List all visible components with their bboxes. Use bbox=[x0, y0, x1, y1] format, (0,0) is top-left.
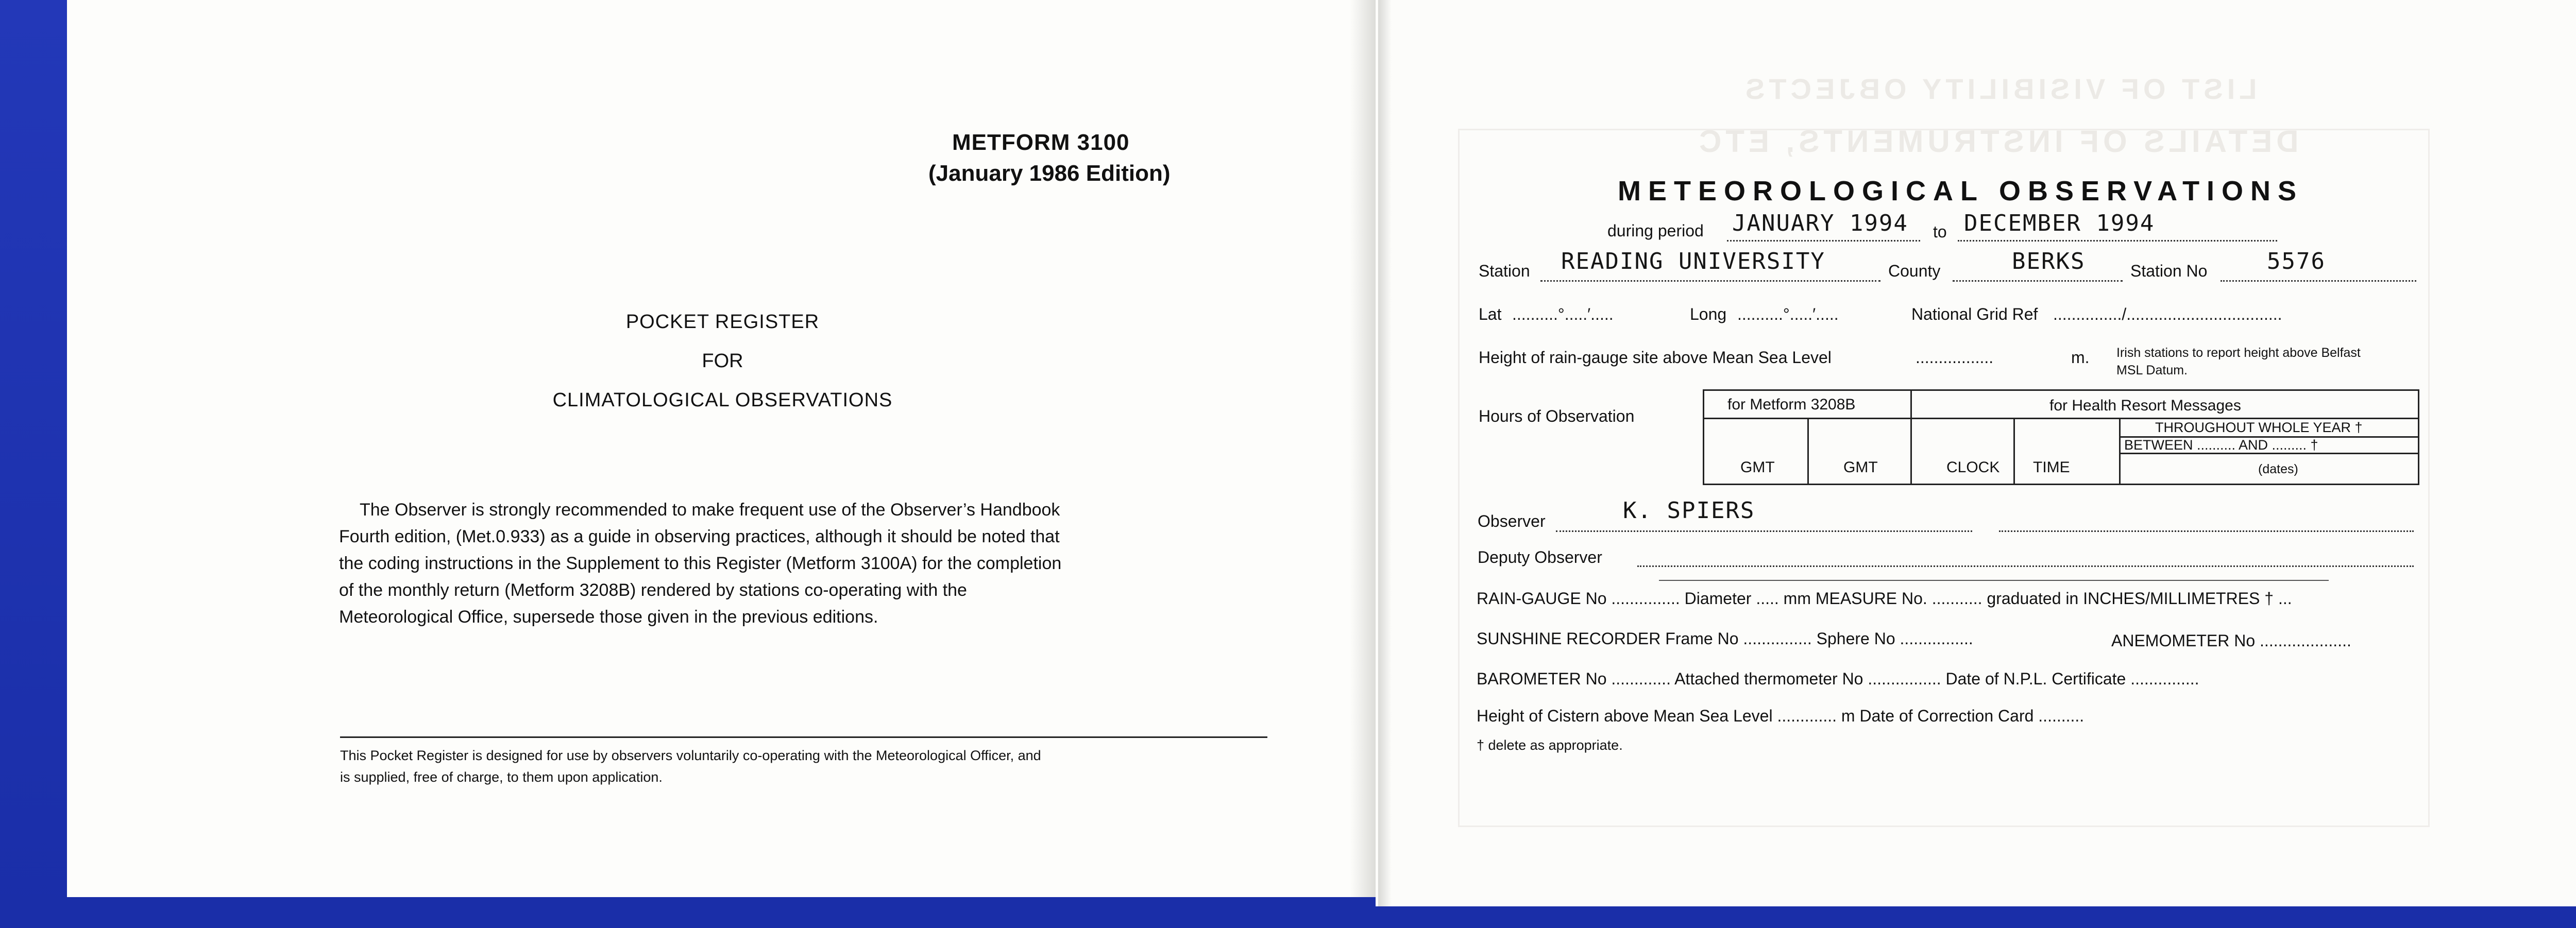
height-label: Height of rain-gauge site above Mean Sea Level bbox=[1479, 348, 1832, 367]
gmt-label: GMT bbox=[1843, 459, 1878, 476]
period-to-value: DECEMBER 1994 bbox=[1964, 210, 2155, 236]
period-to-label: to bbox=[1933, 222, 1947, 241]
county-value: BERKS bbox=[2012, 248, 2086, 274]
period-from-value: JANUARY 1994 bbox=[1732, 210, 1908, 236]
book-gutter bbox=[1378, 0, 1392, 906]
long-label: Long bbox=[1690, 305, 1727, 323]
delete-note: † delete as appropriate. bbox=[1477, 737, 1623, 753]
throughout-year-label: THROUGHOUT WHOLE YEAR † bbox=[2155, 420, 2363, 435]
station-no-dots bbox=[2221, 280, 2416, 282]
observer-second-dots bbox=[1999, 530, 2414, 532]
period-label: during period bbox=[1607, 221, 1704, 240]
cistern-line: Height of Cistern above Mean Sea Level ............. m Date of Correction Card .......... bbox=[1477, 707, 2084, 725]
clock-label: CLOCK bbox=[1946, 459, 2000, 476]
height-dots: ................. bbox=[1916, 348, 1994, 367]
period-from-dots bbox=[1727, 240, 1920, 242]
county-label: County bbox=[1888, 262, 1941, 280]
lat-dots: ..........°.....′..... bbox=[1512, 305, 1614, 323]
intro-line: of the monthly return (Metform 3208B) rendered by stations co-operating with the bbox=[339, 580, 967, 600]
deputy-observer-dots bbox=[1637, 565, 2414, 567]
time-label: TIME bbox=[2033, 459, 2070, 476]
anemometer-line: ANEMOMETER No .................... bbox=[2111, 631, 2351, 650]
height-unit: m. bbox=[2071, 348, 2090, 367]
hours-table bbox=[1703, 389, 2419, 485]
station-value: READING UNIVERSITY bbox=[1561, 248, 1825, 274]
intro-line: The Observer is strongly recommended to make frequent use of the Observer’s Handbook bbox=[360, 500, 1060, 520]
col-header-metform: for Metform 3208B bbox=[1727, 396, 1856, 413]
rain-gauge-line: RAIN-GAUGE No ............... Diameter ..... mm MEASURE No. ........... graduated in INCHES/MILLIMETRES † ... bbox=[1477, 589, 2292, 608]
footnote-divider bbox=[340, 736, 1267, 738]
intro-line: Meteorological Office, supersede those given in the previous editions. bbox=[339, 607, 878, 627]
barometer-line: BAROMETER No ............. Attached thermometer No ................ Date of N.P.L. Certificate ............... bbox=[1477, 669, 2199, 688]
footnote bbox=[340, 745, 1267, 788]
intro-paragraph bbox=[339, 496, 1272, 630]
lat-label: Lat bbox=[1479, 305, 1502, 323]
county-dots bbox=[1953, 280, 2123, 282]
station-no-value: 5576 bbox=[2267, 248, 2326, 274]
sunshine-recorder-line: SUNSHINE RECORDER Frame No ............... Sphere No ................ bbox=[1477, 629, 1973, 648]
station-no-label: Station No bbox=[2130, 262, 2208, 280]
col-header-health-resort: for Health Resort Messages bbox=[2049, 397, 2241, 414]
left-page bbox=[67, 0, 1378, 897]
show-through-text: DETAILS OF INSTRUMENTS, ETC bbox=[1695, 124, 2299, 159]
hours-label: Hours of Observation bbox=[1479, 407, 1635, 425]
form-code: METFORM 3100 bbox=[952, 130, 1130, 155]
observer-dots bbox=[1556, 530, 1972, 532]
form-title: METEOROLOGICAL OBSERVATIONS bbox=[1618, 176, 2304, 207]
observer-label: Observer bbox=[1478, 512, 1546, 530]
intro-line: the coding instructions in the Supplement to this Register (Metform 3100A) for the completion bbox=[339, 554, 1062, 573]
station-label: Station bbox=[1479, 262, 1530, 280]
show-through-text: LIST OF VISIBILITY OBJECTS bbox=[1741, 73, 2257, 105]
irish-note: Irish stations to report height above Belfast bbox=[2116, 346, 2361, 360]
grid-ref-dots: .............../.................................. bbox=[2053, 305, 2282, 323]
page-fold-shadow bbox=[1350, 0, 1379, 897]
form-edition: (January 1986 Edition) bbox=[928, 161, 1171, 186]
footnote-line: is supplied, free of charge, to them upon application. bbox=[340, 769, 663, 785]
between-label: BETWEEN .......... AND ......... † bbox=[2124, 437, 2318, 453]
station-dots bbox=[1540, 280, 1880, 282]
observer-value: K. SPIERS bbox=[1623, 497, 1755, 524]
irish-note: MSL Datum. bbox=[2116, 363, 2188, 377]
period-to-dots bbox=[1958, 240, 2277, 242]
grid-ref-label: National Grid Ref bbox=[1911, 305, 2038, 323]
register-subtitle: CLIMATOLOGICAL OBSERVATIONS bbox=[552, 389, 893, 411]
gmt-label: GMT bbox=[1740, 459, 1775, 476]
register-title: POCKET REGISTER bbox=[625, 311, 820, 333]
deputy-observer-label: Deputy Observer bbox=[1478, 548, 1602, 566]
section-divider bbox=[1659, 580, 2329, 581]
dates-label: (dates) bbox=[2258, 462, 2298, 476]
register-for: FOR bbox=[702, 350, 743, 372]
intro-line: Fourth edition, (Met.0.933) as a guide in observing practices, although it should be noted that bbox=[339, 527, 1060, 546]
long-dots: ..........°.....′..... bbox=[1737, 305, 1839, 323]
footnote-line: This Pocket Register is designed for use by observers voluntarily co-operating with the Meteorological Officer, and bbox=[340, 748, 1041, 763]
